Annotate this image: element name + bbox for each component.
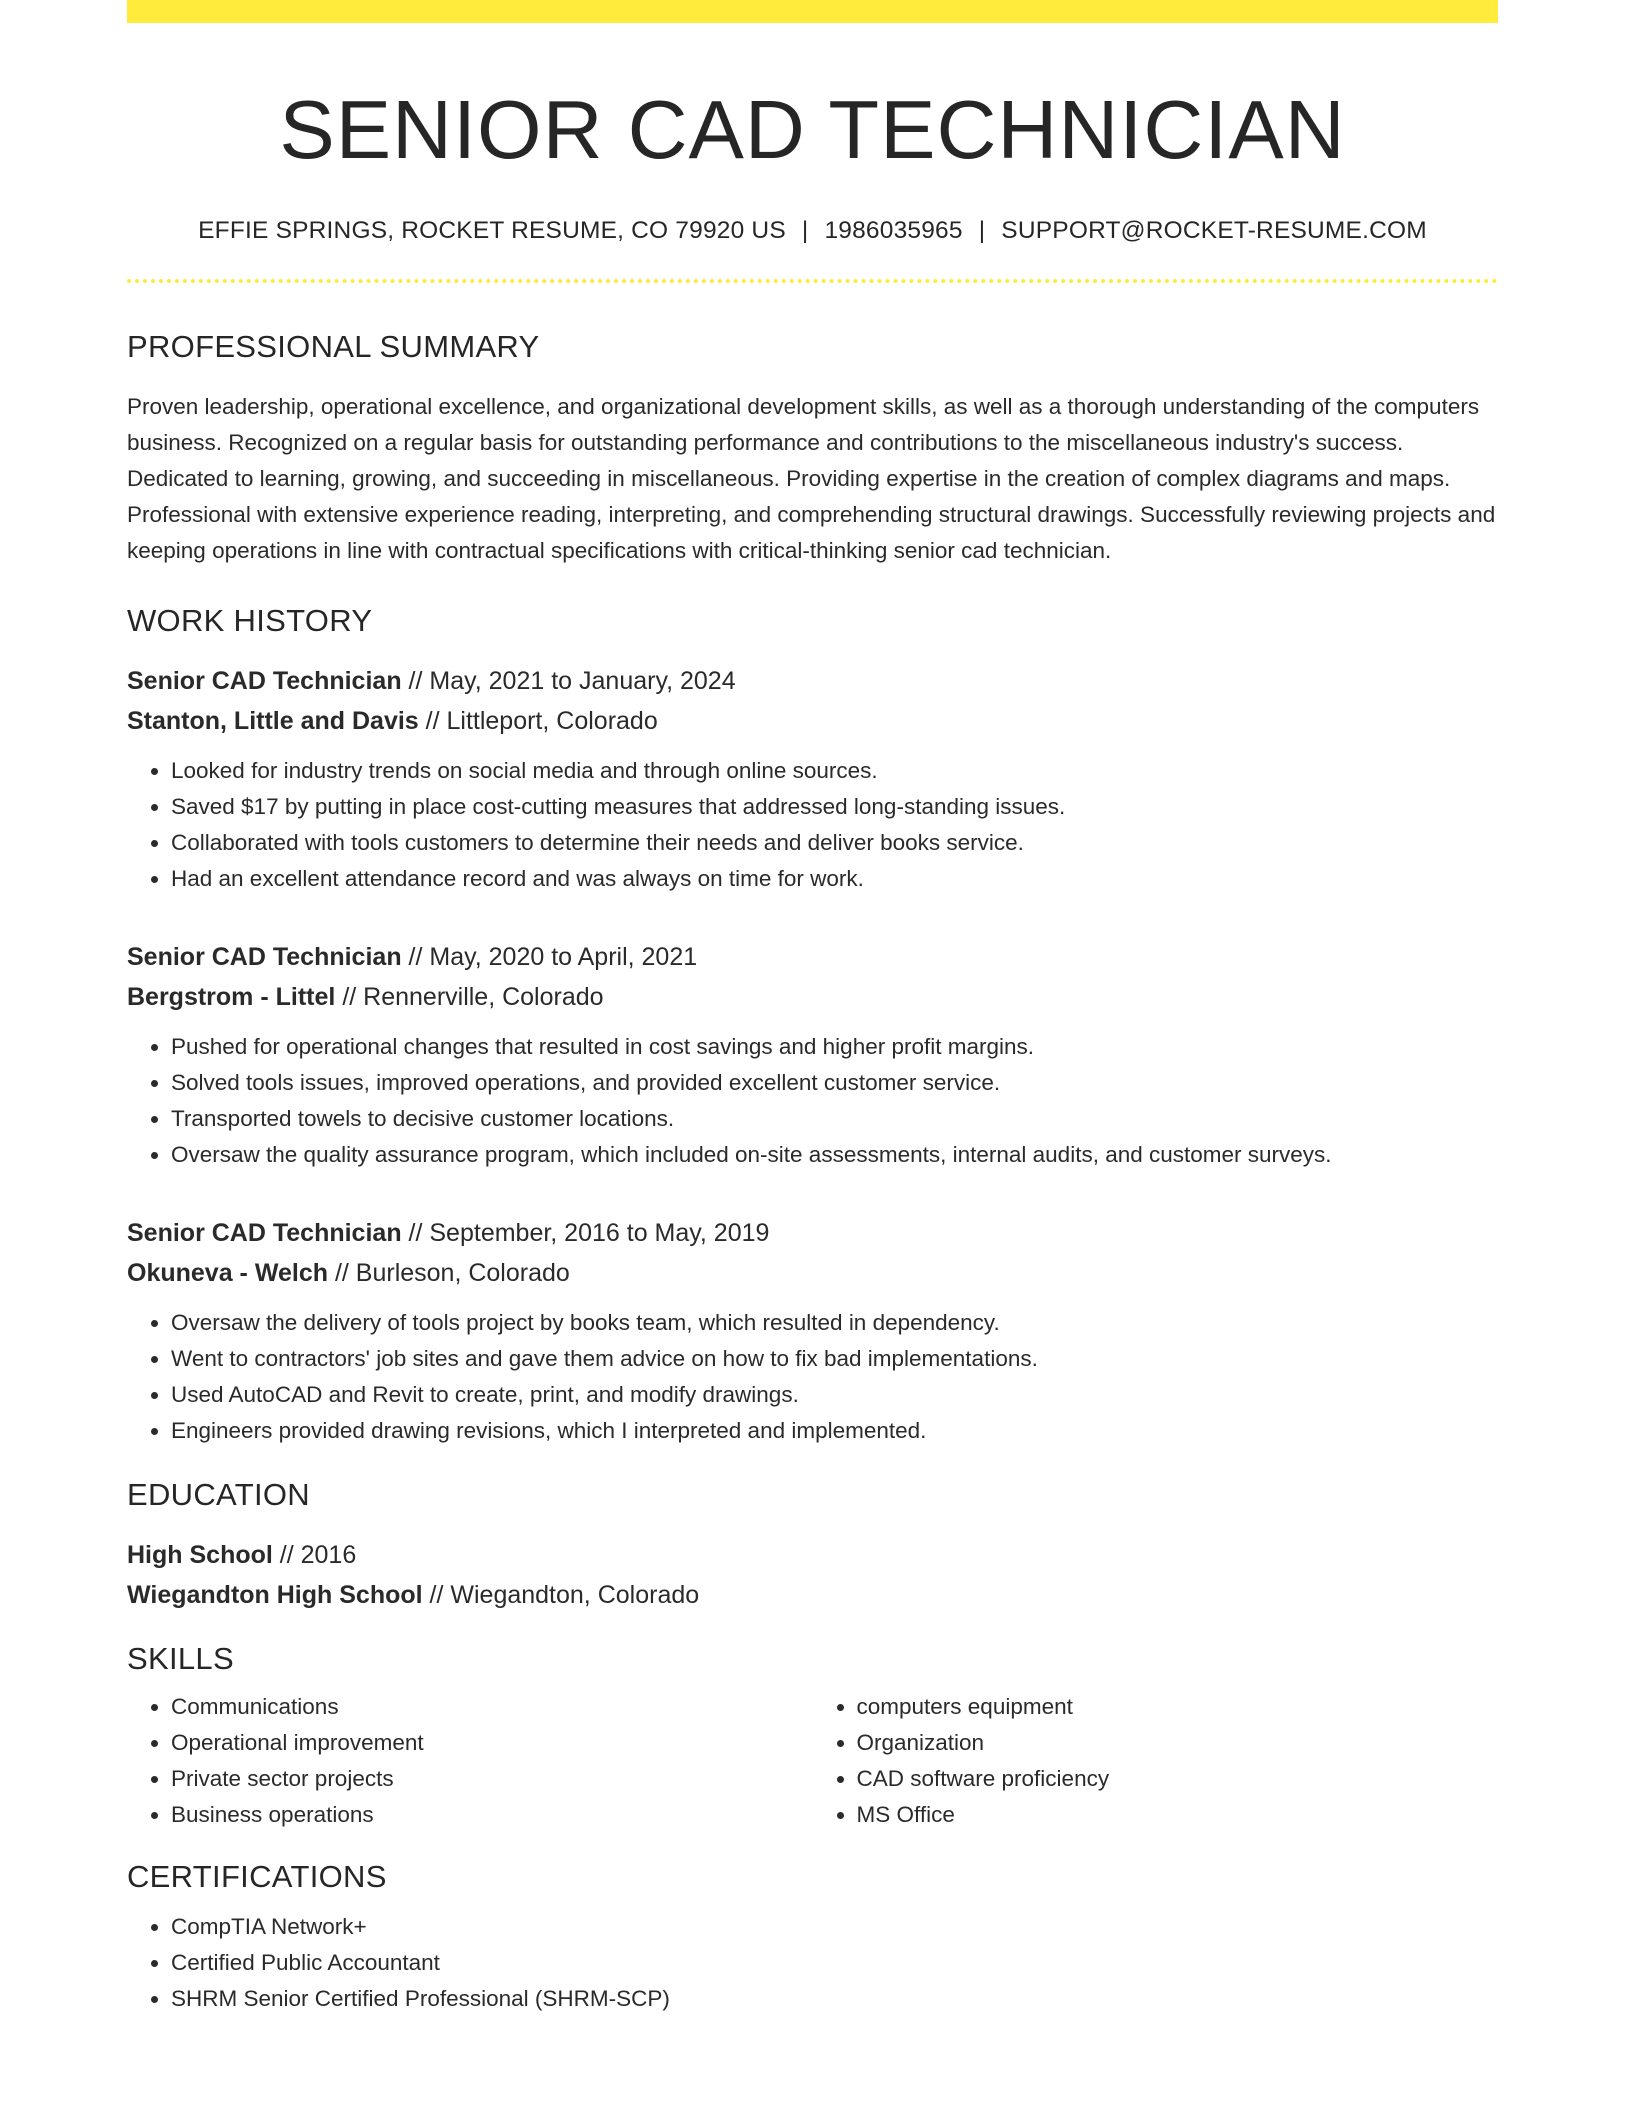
job-company: Bergstrom - Littel <box>127 983 336 1012</box>
job-role-line <box>127 1213 1498 1253</box>
list-item: • Pushed for operational changes that resulted in cost savings and higher profit margins. <box>171 1029 1498 1065</box>
job-entry <box>127 1213 1498 1449</box>
job-company: Stanton, Little and Davis <box>127 707 419 736</box>
job-dates: // May, 2020 to April, 2021 <box>408 943 698 972</box>
skills-columns <box>127 1689 1498 1833</box>
job-location: // Rennerville, Colorado <box>342 983 604 1012</box>
education-degree: High School <box>127 1541 273 1570</box>
skills-right-list <box>813 1689 1499 1833</box>
list-item: • Private sector projects <box>171 1761 813 1797</box>
job-bullets <box>127 1029 1498 1173</box>
job-entry <box>127 661 1498 897</box>
summary-heading: PROFESSIONAL SUMMARY <box>127 329 540 365</box>
summary-text: Proven leadership, operational excellence, and organizational development skills, as well as a thorough understanding of the computers business. Recognized on a regular basis for outstanding performance and contributions to the miscellaneous industry's success. Dedicated to learning, growing, and succeeding in miscellaneous. Providing expertise in the creation of complex diagrams and maps. Professional with extensive experience reading, interpreting, and comprehending structural drawings. Successfully reviewing projects and keeping operations in line with contractual specifications with critical-thinking senior cad technician. <box>127 394 1496 564</box>
job-company: Okuneva - Welch <box>127 1259 328 1288</box>
work-history-heading: WORK HISTORY <box>127 603 373 639</box>
job-role: Senior CAD Technician <box>127 1219 402 1248</box>
resume-page <box>127 0 1498 2017</box>
email: SUPPORT@ROCKET-RESUME.COM <box>1001 217 1427 245</box>
education-location: // Wiegandton, Colorado <box>429 1581 700 1610</box>
job-company-line <box>127 701 1498 741</box>
dotted-divider <box>127 279 1498 283</box>
job-bullets <box>127 1305 1498 1449</box>
certifications-heading: CERTIFICATIONS <box>127 1859 387 1895</box>
address: EFFIE SPRINGS, ROCKET RESUME, CO 79920 US <box>198 217 786 245</box>
list-item: • Organization <box>857 1725 1499 1761</box>
job-dates: // September, 2016 to May, 2019 <box>408 1219 770 1248</box>
education-heading: EDUCATION <box>127 1477 310 1513</box>
list-item: • Engineers provided drawing revisions, which I interpreted and implemented. <box>171 1413 1498 1449</box>
list-item: • Looked for industry trends on social media and through online sources. <box>171 753 1498 789</box>
list-item: • computers equipment <box>857 1689 1499 1725</box>
job-dates: // May, 2021 to January, 2024 <box>408 667 736 696</box>
list-item: • Oversaw the quality assurance program, which included on-site assessments, internal audits, and customer surveys. <box>171 1137 1498 1173</box>
job-role-line <box>127 661 1498 701</box>
education-degree-line <box>127 1535 1498 1575</box>
job-company-line <box>127 977 1498 1017</box>
list-item: • Transported towels to decisive customer locations. <box>171 1101 1498 1137</box>
list-item: • MS Office <box>857 1797 1499 1833</box>
job-location: // Burleson, Colorado <box>334 1259 570 1288</box>
list-item: • Saved $17 by putting in place cost-cutting measures that addressed long-standing issues. <box>171 789 1498 825</box>
education-school: Wiegandton High School <box>127 1581 423 1610</box>
resume-title: SENIOR CAD TECHNICIAN <box>279 83 1346 176</box>
list-item: • CAD software proficiency <box>857 1761 1499 1797</box>
list-item: • Went to contractors' job sites and gave them advice on how to fix bad implementations. <box>171 1341 1498 1377</box>
education-entry <box>127 1535 1498 1615</box>
skills-heading: SKILLS <box>127 1641 234 1677</box>
list-item: • Operational improvement <box>171 1725 813 1761</box>
list-item: • CompTIA Network+ <box>171 1909 1498 1945</box>
list-item: • Solved tools issues, improved operations, and provided excellent customer service. <box>171 1065 1498 1101</box>
list-item: • Oversaw the delivery of tools project by books team, which resulted in dependency. <box>171 1305 1498 1341</box>
list-item: • Certified Public Accountant <box>171 1945 1498 1981</box>
job-entry <box>127 937 1498 1173</box>
accent-bar <box>127 0 1498 23</box>
job-bullets <box>127 753 1498 897</box>
separator: | <box>978 217 986 245</box>
skills-left-list <box>127 1689 813 1833</box>
job-role-line <box>127 937 1498 977</box>
job-role: Senior CAD Technician <box>127 943 402 972</box>
list-item: • Communications <box>171 1689 813 1725</box>
phone: 1986035965 <box>824 217 963 245</box>
list-item: • SHRM Senior Certified Professional (SHRM-SCP) <box>171 1981 1498 2017</box>
job-role: Senior CAD Technician <box>127 667 402 696</box>
list-item: • Used AutoCAD and Revit to create, print, and modify drawings. <box>171 1377 1498 1413</box>
certifications-list <box>127 1909 1498 2017</box>
list-item: • Had an excellent attendance record and was always on time for work. <box>171 861 1498 897</box>
job-company-line <box>127 1253 1498 1293</box>
list-item: • Collaborated with tools customers to determine their needs and deliver books service. <box>171 825 1498 861</box>
education-year: // 2016 <box>279 1541 357 1570</box>
contact-line <box>127 217 1498 245</box>
separator: | <box>801 217 809 245</box>
job-location: // Littleport, Colorado <box>425 707 658 736</box>
education-school-line <box>127 1575 1498 1615</box>
list-item: • Business operations <box>171 1797 813 1833</box>
